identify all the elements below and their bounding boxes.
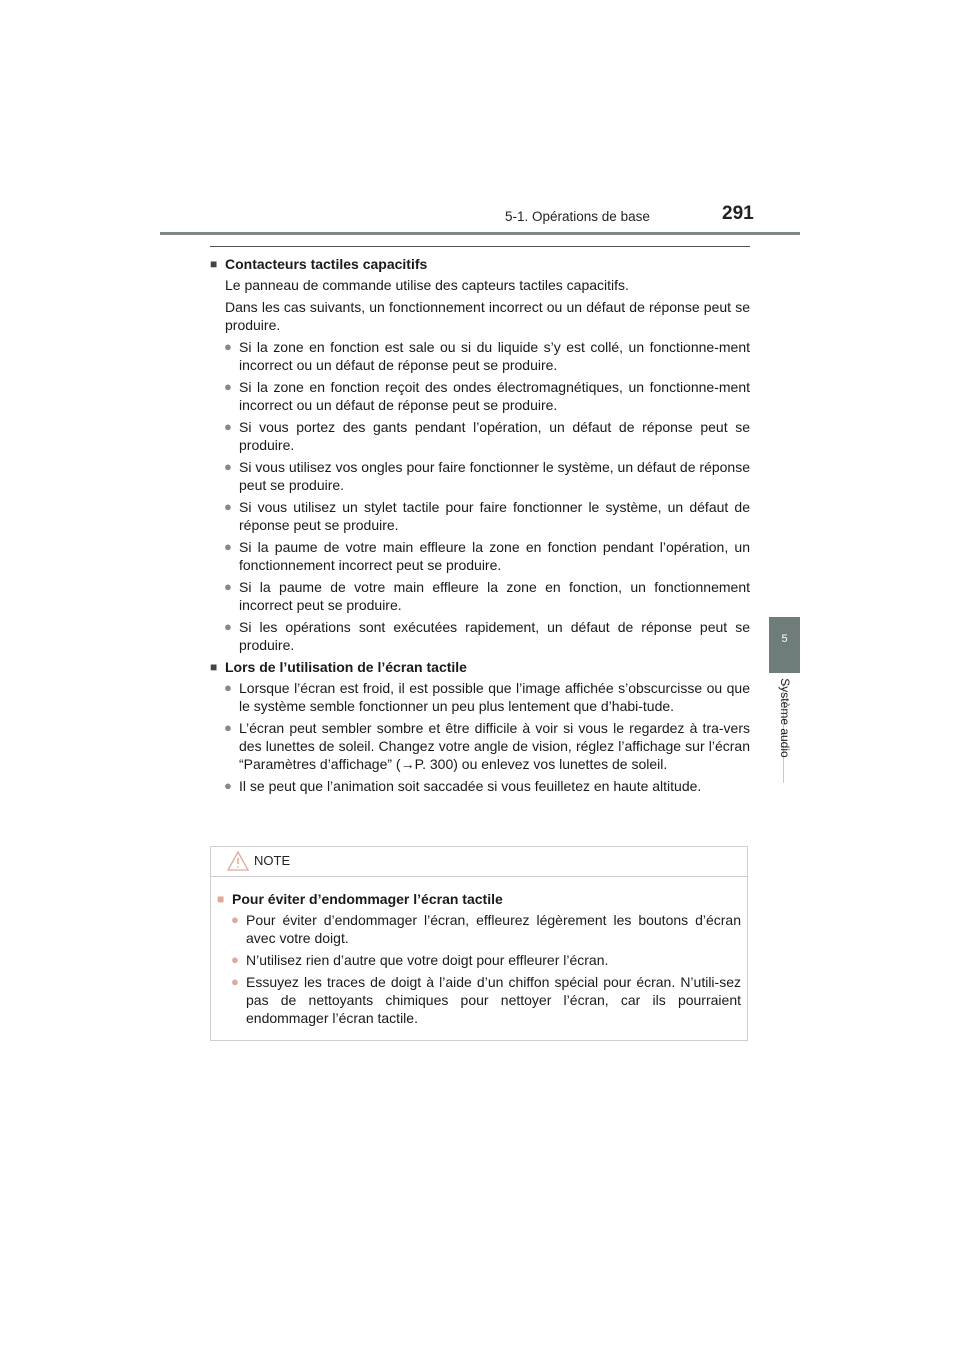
list-item: ● Si vous utilisez vos ongles pour faire fonctionner le système, un défaut de réponse peut se produire. [224,459,750,493]
section-title-text: Contacteurs tactiles capacitifs [225,256,428,272]
chapter-tab [769,617,800,673]
circle-bullet-icon: ● [224,339,232,354]
list-item: ● Si les opérations sont exécutées rapidement, un défaut de réponse peut se produire. [224,619,750,653]
circle-bullet-icon: ● [224,499,232,514]
section-title [210,255,750,273]
list-item: ● Il se peut que l’animation soit saccadée si vous feuilletez en haute altitude. [224,778,702,794]
note-header [211,847,747,877]
square-bullet-icon: ■ [210,660,218,674]
circle-bullet-icon: ● [224,680,232,695]
circle-bullet-icon: ● [224,539,232,554]
section-title-text: Lors de l’utilisation de l’écran tactile [225,659,467,675]
list-item: ● L’écran peut sembler sombre et être difficile à voir si vous le regardez à tra-vers des lunettes de soleil. Changez votre angle de vision, réglez l’affichage sur l’écran “Paramètres d’affichage” (→P. 300) ou enlevez vos lunettes de soleil. [224,720,750,772]
note-body [211,877,747,1027]
circle-bullet-icon: ● [224,720,232,735]
circle-bullet-icon: ● [224,459,232,474]
list-item: ● Si la paume de votre main effleure la zone en fonction, un fonctionnement incorrect peut se produire. [224,579,750,613]
circle-bullet-icon: ● [224,419,232,434]
warning-icon [227,851,249,871]
list-item: ● Pour éviter d’endommager l’écran, effleurez légèrement les boutons d’écran avec votre doigt. [231,912,741,946]
list-item: ● Essuyez les traces de doigt à l’aide d’un chiffon spécial pour écran. N’utili-sez pas de nettoyants chimiques pour nettoyer l’écran, car ils pourraient endommager l’écran tactile. [231,974,741,1026]
square-bullet-icon: ■ [210,257,218,271]
main-content [210,255,750,799]
list-item: ● Si vous utilisez un stylet tactile pour faire fonctionner le système, un défaut de réponse peut se produire. [224,499,750,533]
circle-bullet-icon: ● [231,912,239,927]
list-item: ● N’utilisez rien d’autre que votre doigt pour effleurer l’écran. [231,952,609,968]
section-title [210,658,750,676]
circle-bullet-icon: ● [231,952,239,967]
circle-bullet-icon: ● [224,379,232,394]
square-bullet-icon: ■ [217,892,225,906]
list-item: ● Si vous portez des gants pendant l’opération, un défaut de réponse peut se produire. [224,419,750,453]
note-title-text: Pour éviter d’endommager l’écran tactile [232,891,503,907]
list-item: ● Si la paume de votre main effleure la zone en fonction pendant l’opération, un fonctionnement incorrect peut se produire. [224,539,750,573]
circle-bullet-icon: ● [224,778,232,793]
section-header: 5-1. Opérations de base [505,209,650,224]
chapter-label: Système audio [778,678,792,758]
circle-bullet-icon: ● [224,579,232,594]
paragraph: Dans les cas suivants, un fonctionnement incorrect ou un défaut de réponse peut se produire. [225,299,750,333]
note-label: NOTE [254,853,291,868]
circle-bullet-icon: ● [224,619,232,634]
note-box [210,846,748,1041]
chapter-number: 5 [781,633,788,645]
header-rule [160,232,800,235]
list-item: ● Si la zone en fonction est sale ou si du liquide s’y est collé, un fonctionne-ment incorrect ou un défaut de réponse peut se produire. [224,339,750,373]
list-item: ● Lorsque l’écran est froid, il est possible que l’image affichée s’obscurcisse ou que le système semble fonctionner un peu plus lentement que d’habi-tude. [224,680,750,714]
paragraph: Le panneau de commande utilise des capteurs tactiles capacitifs. [225,277,629,293]
circle-bullet-icon: ● [231,974,239,989]
list-item: ● Si la zone en fonction reçoit des ondes électromagnétiques, un fonctionne-ment incorrect ou un défaut de réponse peut se produire. [224,379,750,413]
content-top-rule [210,246,750,247]
page-number: 291 [722,203,754,224]
note-title [217,890,741,908]
